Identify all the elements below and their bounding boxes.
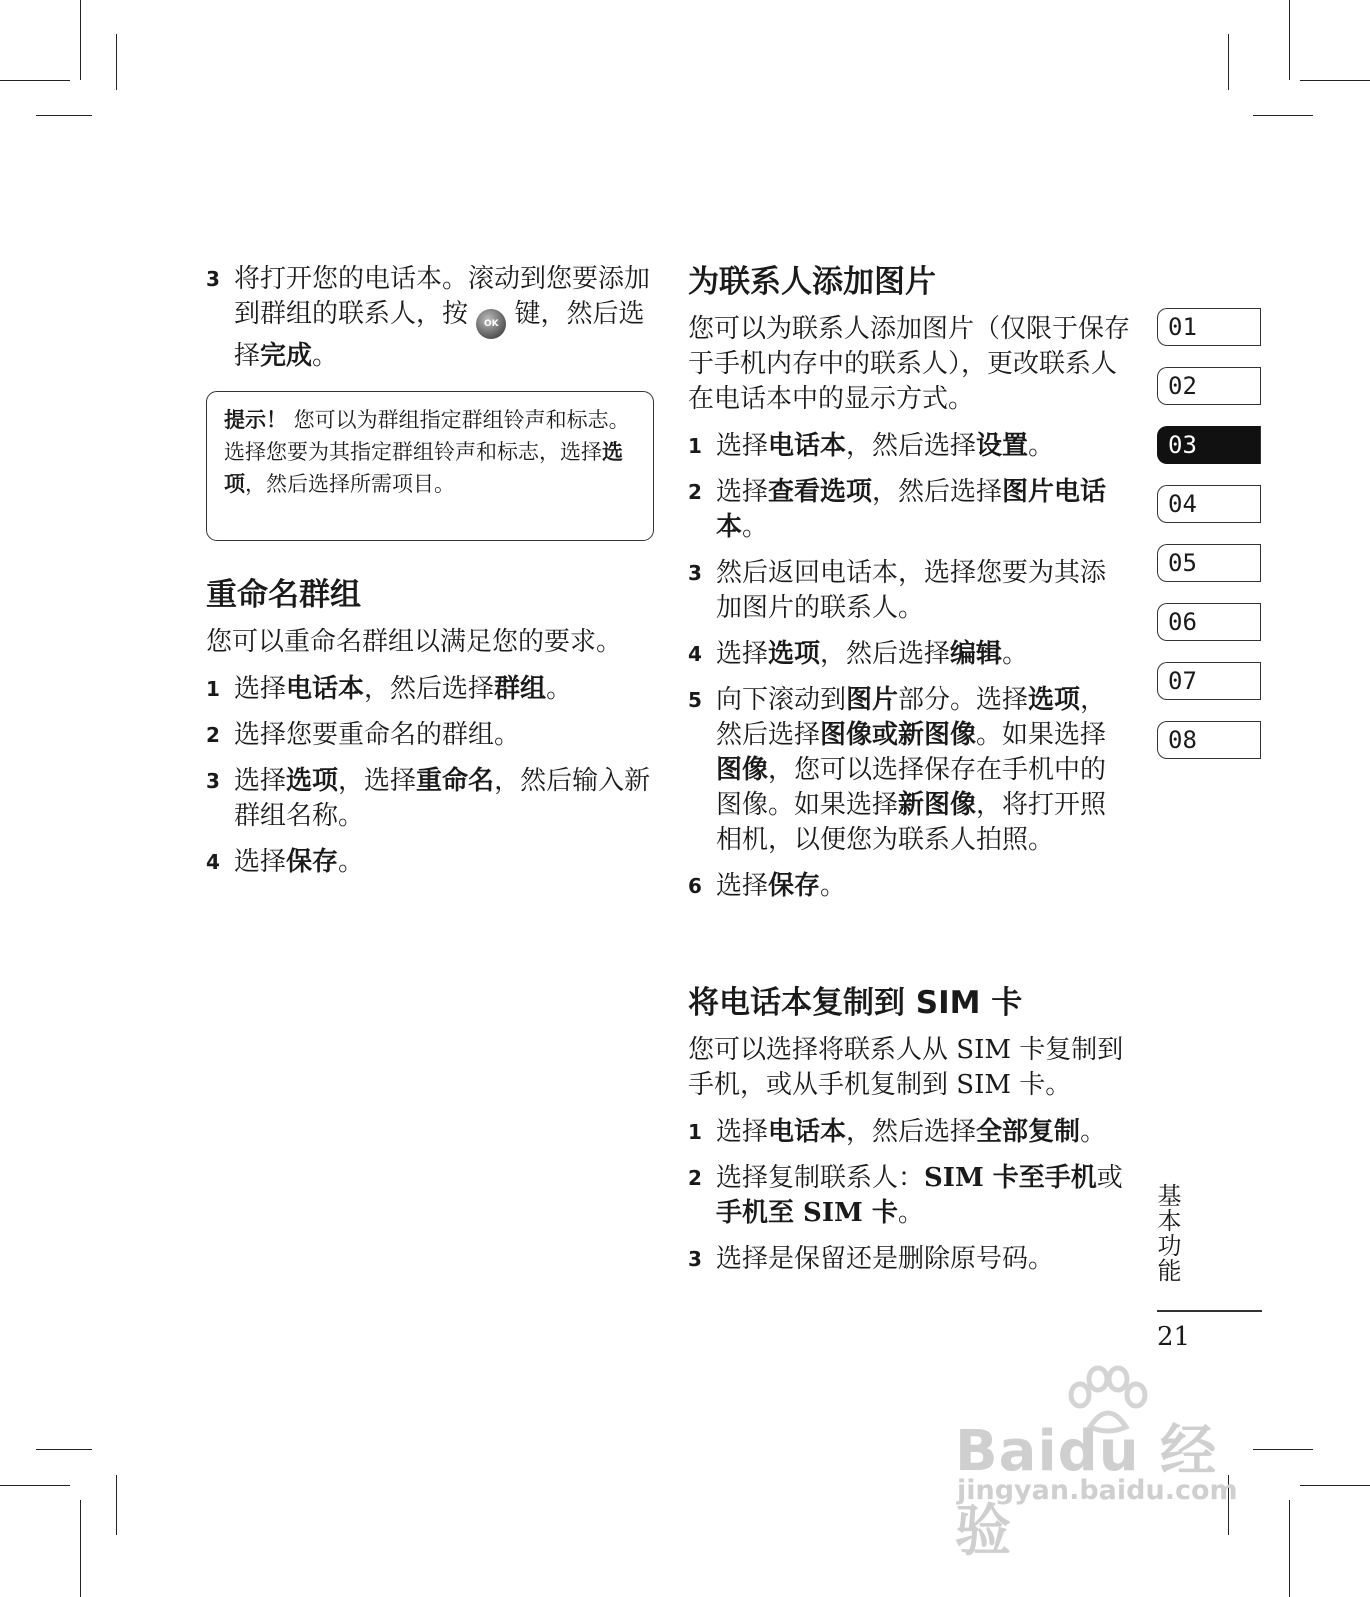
crop-mark bbox=[1289, 1500, 1290, 1597]
crop-mark bbox=[80, 1500, 81, 1597]
step-bold: 手机至 SIM 卡 bbox=[716, 1198, 898, 1228]
chapter-tab-04[interactable]: 04 bbox=[1157, 485, 1261, 523]
step-bold: 选项 bbox=[768, 639, 821, 669]
crop-mark bbox=[1300, 80, 1370, 81]
step-text: 部分。选择 bbox=[898, 685, 1029, 715]
step-text: 选择 bbox=[234, 847, 287, 877]
step-bold: 电话本 bbox=[286, 674, 365, 704]
step-bold: 设置 bbox=[976, 431, 1029, 461]
step-text: 。 bbox=[546, 674, 573, 704]
step-number: 1 bbox=[688, 434, 702, 458]
crop-mark bbox=[1228, 34, 1229, 90]
watermark-url: jingyan.baidu.com bbox=[957, 1475, 1238, 1506]
section-intro: 您可以选择将联系人从 SIM 卡复制到手机，或从手机复制到 SIM 卡。 bbox=[688, 1035, 1124, 1100]
step-item bbox=[688, 556, 1130, 626]
step-bold: 保存 bbox=[768, 871, 821, 901]
step-text: 选择 bbox=[234, 674, 287, 704]
step-text: 。 bbox=[338, 847, 365, 877]
tip-text: ，然后选择所需项目。 bbox=[245, 472, 455, 496]
step-text: ，然后选择 bbox=[846, 431, 977, 461]
step-text: 选择您要重命名的群组。 bbox=[234, 720, 521, 750]
step-item bbox=[688, 869, 1130, 904]
step-text: 然后返回电话本，选择您要为其添加图片的联系人。 bbox=[716, 558, 1107, 623]
step-item bbox=[688, 1161, 1130, 1231]
crop-mark bbox=[80, 0, 81, 80]
step-text: 选择 bbox=[716, 477, 769, 507]
step-text: 将打开您的电话本。滚动到您要添加到群组的联系人，按 bbox=[234, 264, 651, 329]
step-text: ，然后输入新群组名称。 bbox=[234, 766, 651, 831]
chapter-tab-02[interactable]: 02 bbox=[1157, 367, 1261, 405]
watermark-brand-text: du bbox=[1057, 1419, 1140, 1484]
step-item bbox=[688, 637, 1130, 672]
step-text: 。 bbox=[1002, 639, 1029, 669]
watermark-brand-text: Bai bbox=[955, 1419, 1058, 1484]
chapter-tab-05[interactable]: 05 bbox=[1157, 544, 1261, 582]
step-text: 选择 bbox=[234, 766, 287, 796]
chapter-tab-03[interactable]: 03 bbox=[1157, 426, 1261, 464]
step-text: ，然后选择 bbox=[872, 477, 1003, 507]
step-number: 3 bbox=[688, 561, 702, 585]
step-number: 3 bbox=[206, 267, 220, 291]
step-number: 4 bbox=[688, 642, 702, 666]
crop-mark bbox=[1253, 115, 1313, 116]
step-number: 4 bbox=[206, 850, 220, 874]
step-number: 2 bbox=[688, 1166, 702, 1190]
step-text: ，选择 bbox=[338, 766, 417, 796]
step-text: 选择 bbox=[716, 639, 769, 669]
step-bold: 群组 bbox=[494, 674, 547, 704]
step-number: 1 bbox=[206, 677, 220, 701]
tip-text: 您可以为群组指定群组铃声和标志。选择您要为其指定群组铃声和标志，选择 bbox=[224, 408, 630, 464]
tip-bold: 选项 bbox=[224, 439, 623, 496]
section-title-rename: 重命名群组 bbox=[206, 577, 361, 613]
tip-box bbox=[206, 391, 654, 541]
step-bold: 全部复制 bbox=[976, 1117, 1081, 1147]
step-item bbox=[688, 1115, 1130, 1150]
chapter-tab-08[interactable]: 08 bbox=[1157, 721, 1261, 759]
step-item bbox=[688, 475, 1130, 545]
step-bold: 新图像 bbox=[898, 790, 977, 820]
step-text: 。 bbox=[1080, 1117, 1107, 1147]
step-text: 。如果选择 bbox=[976, 720, 1107, 750]
step-item bbox=[688, 683, 1130, 858]
left-column bbox=[206, 262, 654, 891]
right-column bbox=[688, 262, 1130, 1288]
step-bold: 重命名 bbox=[416, 766, 495, 796]
baidu-watermark bbox=[955, 1365, 1260, 1564]
step-text: 。 bbox=[897, 1198, 924, 1228]
crop-mark bbox=[1300, 1485, 1370, 1486]
step-bold: 电话本 bbox=[768, 1117, 847, 1147]
step-number: 2 bbox=[206, 723, 220, 747]
chapter-tab-06[interactable]: 06 bbox=[1157, 603, 1261, 641]
step-text: ，然后选择 bbox=[716, 685, 1107, 750]
step-number: 5 bbox=[688, 688, 702, 712]
crop-mark bbox=[36, 1449, 92, 1450]
step-bold: 图像 bbox=[716, 755, 769, 785]
step-text: 选择 bbox=[716, 871, 769, 901]
watermark-brand-cn: 经验 bbox=[955, 1419, 1218, 1564]
step-text: ，将打开照相机，以便您为联系人拍照。 bbox=[716, 790, 1107, 855]
step-number: 6 bbox=[688, 874, 702, 898]
step-item bbox=[688, 429, 1130, 464]
tip-label: 提示！ bbox=[224, 407, 287, 432]
step-bold: 完成 bbox=[260, 341, 313, 371]
step-item bbox=[206, 672, 654, 707]
step-text: 。 bbox=[820, 871, 847, 901]
page-number: 21 bbox=[1157, 1322, 1191, 1352]
step-bold: 图片 bbox=[846, 685, 899, 715]
step-number: 3 bbox=[206, 769, 220, 793]
crop-mark bbox=[116, 1475, 117, 1535]
crop-mark bbox=[36, 115, 92, 116]
step-bold: 查看选项 bbox=[768, 477, 873, 507]
step-item bbox=[206, 764, 654, 834]
step-text: 。 bbox=[742, 512, 769, 542]
step-text: 选择 bbox=[716, 431, 769, 461]
crop-mark bbox=[0, 80, 70, 81]
crop-mark bbox=[1289, 0, 1290, 80]
chapter-tab-01[interactable]: 01 bbox=[1157, 308, 1261, 346]
step-item bbox=[206, 262, 654, 374]
step-bold: SIM 卡至手机 bbox=[924, 1163, 1097, 1193]
step-bold: 图像或新图像 bbox=[820, 720, 977, 750]
step-item bbox=[206, 718, 654, 753]
step-text: 选择 bbox=[716, 1117, 769, 1147]
step-item bbox=[688, 1242, 1130, 1277]
step-text: ，然后选择 bbox=[846, 1117, 977, 1147]
step-bold: 选项 bbox=[286, 766, 339, 796]
ok-key-icon: OK bbox=[476, 309, 506, 339]
section-intro: 您可以为联系人添加图片（仅限于保存于手机内存中的联系人），更改联系人在电话本中的显示方式。 bbox=[688, 314, 1131, 414]
step-number: 3 bbox=[688, 1247, 702, 1271]
step-item bbox=[206, 845, 654, 880]
crop-mark bbox=[116, 34, 117, 90]
step-text: 选择是保留还是删除原号码。 bbox=[716, 1244, 1055, 1274]
step-number: 2 bbox=[688, 480, 702, 504]
step-bold: 图片电话本 bbox=[716, 477, 1107, 542]
crop-mark bbox=[0, 1485, 70, 1486]
step-text: ，然后选择 bbox=[364, 674, 495, 704]
step-text: 。 bbox=[1028, 431, 1055, 461]
step-text: ，然后选择 bbox=[820, 639, 951, 669]
step-text: 键，然后选择 bbox=[234, 299, 645, 371]
step-bold: 保存 bbox=[286, 847, 339, 877]
page-divider bbox=[1157, 1310, 1262, 1312]
section-label: 基本功能 bbox=[1153, 1183, 1181, 1283]
section-title-sim: 将电话本复制到 SIM 卡 bbox=[688, 985, 1023, 1021]
section-intro: 您可以重命名群组以满足您的要求。 bbox=[206, 627, 623, 657]
section-title-picture: 为联系人添加图片 bbox=[688, 264, 936, 300]
step-text: 选择复制联系人： bbox=[716, 1163, 925, 1193]
step-text: ，您可以选择保存在手机中的图像。如果选择 bbox=[716, 755, 1107, 820]
chapter-tab-07[interactable]: 07 bbox=[1157, 662, 1261, 700]
step-text: 。 bbox=[312, 341, 339, 371]
step-bold: 选项 bbox=[1028, 685, 1081, 715]
crop-mark bbox=[1253, 1449, 1313, 1450]
step-bold: 编辑 bbox=[950, 639, 1003, 669]
step-bold: 电话本 bbox=[768, 431, 847, 461]
step-text: 向下滚动到 bbox=[716, 685, 847, 715]
step-number: 1 bbox=[688, 1120, 702, 1144]
step-text: 或 bbox=[1096, 1163, 1123, 1193]
